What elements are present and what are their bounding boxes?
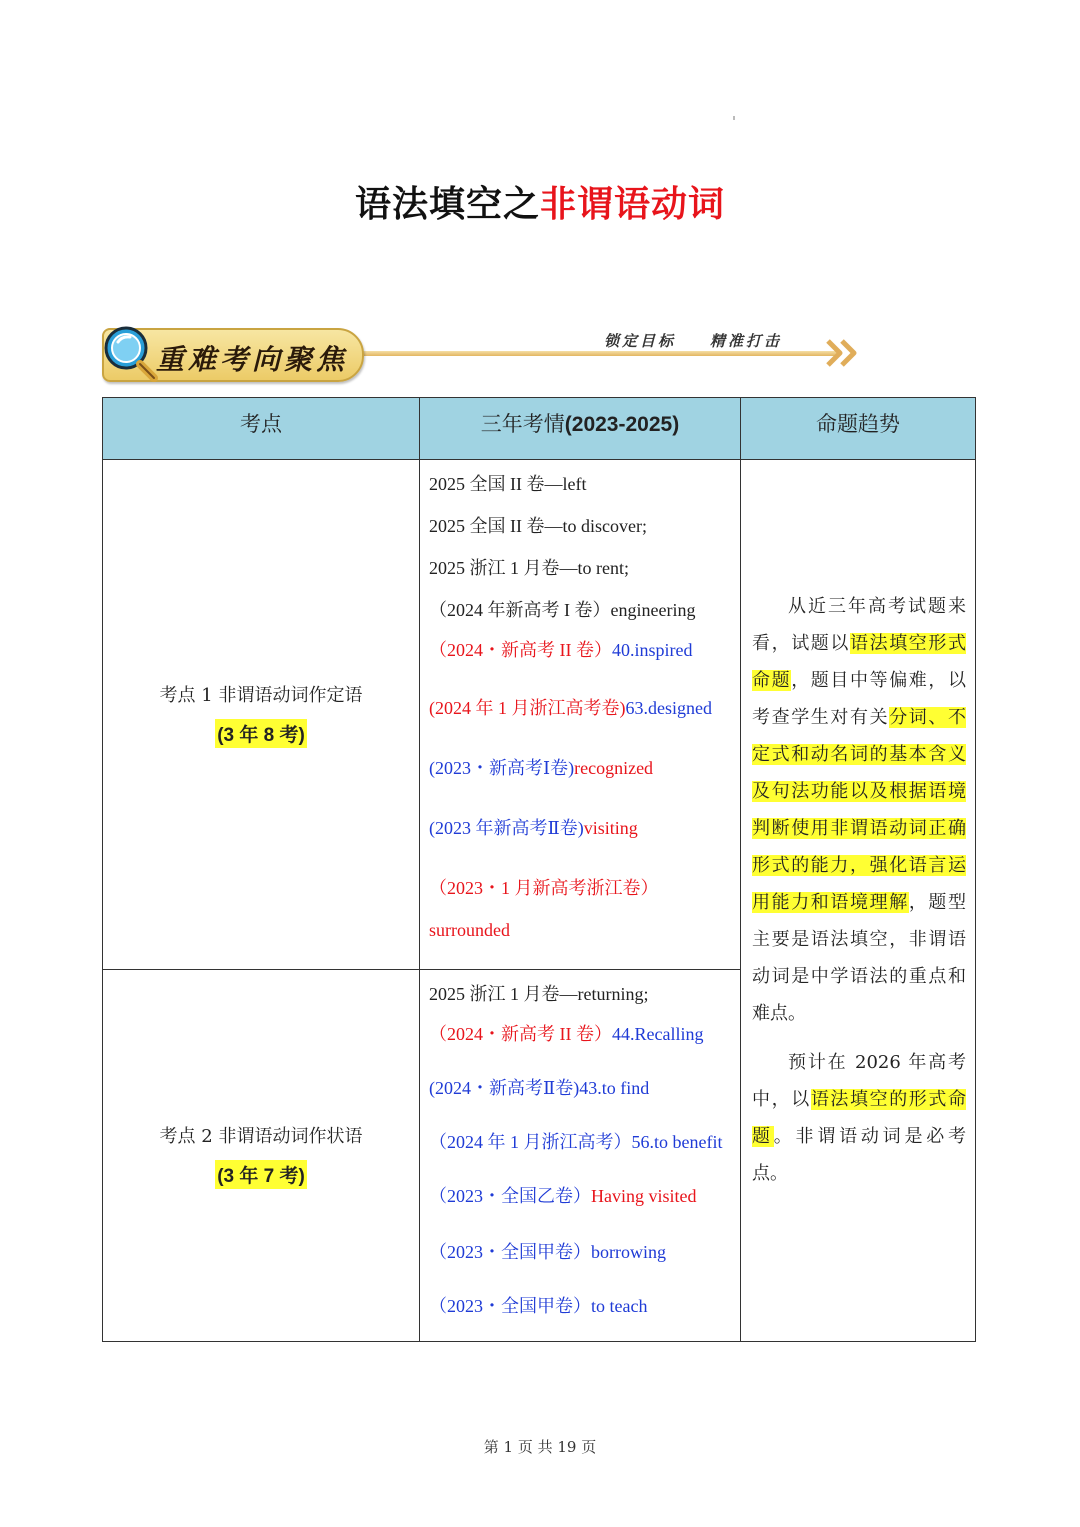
trend-paragraph-2: [752, 1044, 966, 1192]
kaodian-cell: [103, 460, 420, 970]
case-line: [429, 1292, 647, 1318]
kaodian-name: 考点 1 非谓语动词作定语: [159, 685, 363, 706]
header-kaodian: 考点: [103, 398, 420, 460]
case-line: [429, 754, 653, 780]
kaodian-count: (3 年 7 考): [215, 1160, 307, 1189]
case-answer: left: [562, 474, 587, 494]
title-part1: 语法填空之: [354, 184, 540, 225]
trend-p1-c: ，题型主要是语法填空，非谓语动词是中学语法的重点和难点。: [752, 892, 967, 1024]
case-line: [429, 596, 695, 622]
case-source: 2025 全国 II 卷—: [429, 474, 563, 494]
banner-bar: [358, 351, 838, 356]
case-answer: borrowing: [591, 1242, 666, 1262]
case-list: [420, 970, 740, 1340]
trend-p1-a: 从近三年高考试题来看，试题以: [752, 596, 966, 654]
table-header-row: [103, 398, 976, 460]
trend-p2-b: 。非谓语动词是必考点。: [752, 1126, 967, 1184]
trend-paragraph-1: [752, 588, 966, 1032]
case-source: (2024・新高考Ⅱ卷): [429, 1078, 580, 1098]
case-source: （2024・新高考 II 卷）: [429, 640, 612, 660]
case-source: (2024 年 1 月浙江高考卷): [429, 698, 626, 718]
case-line: [429, 1238, 666, 1264]
trend-text: [752, 588, 966, 1192]
case-source: 2025 全国 II 卷—: [429, 516, 563, 536]
case-source: （2024 年新高考 I 卷）: [429, 600, 611, 620]
trend-p2-highlight: 语法填空的形式命题: [752, 1089, 967, 1147]
case-answer: surrounded: [429, 920, 510, 940]
case-answer: returning;: [577, 984, 649, 1004]
case-source: （2023・全国乙卷）: [429, 1186, 591, 1206]
case-source: (2023・新高考Ⅰ卷): [429, 758, 575, 778]
kaodian-count: (3 年 8 考): [215, 719, 307, 748]
trend-p1-highlight-1: 语法填空形式命题: [752, 633, 966, 691]
case-source: （2023・全国甲卷）: [429, 1242, 591, 1262]
case-line: [429, 554, 629, 580]
case-answer: 63.designed: [625, 698, 712, 718]
case-source: （2024・新高考 II 卷）: [429, 1024, 612, 1044]
case-answer: 44.Recalling: [612, 1024, 704, 1044]
case-line: [429, 636, 693, 662]
case-source: (2023 年新高考Ⅱ卷): [429, 818, 584, 838]
case-source: （2023・全国甲卷）: [429, 1296, 591, 1316]
exam-table: [102, 397, 976, 1342]
case-answer: engineering: [610, 600, 696, 620]
case-answer: to rent;: [577, 558, 629, 578]
case-line: [429, 1020, 703, 1046]
case-line: [429, 874, 659, 941]
cases-cell: [420, 970, 741, 1342]
table-row: [103, 460, 976, 970]
trend-p1-highlight-2: 分词、不定式和动名词的基本含义及句法功能以及根据语境判断使用非谓语动词正确形式的能力，强化语言运用能力和语境理解: [752, 707, 967, 913]
header-exam-years: (2023-2025): [564, 413, 680, 436]
case-answer: to teach: [591, 1296, 648, 1316]
page-footer: 第 1 页 共 19 页: [483, 1438, 597, 1456]
title-part2: 非谓语动词: [540, 184, 726, 225]
header-trend: 命题趋势: [741, 398, 976, 460]
case-line: [429, 694, 712, 720]
case-line: [429, 470, 587, 496]
case-line: [429, 1128, 722, 1154]
trend-p1-b: ，题目中等偏难，以考查学生对有关: [752, 670, 967, 728]
trend-cell: [741, 460, 976, 1342]
case-answer: Having visited: [591, 1186, 697, 1206]
case-line: [429, 1182, 697, 1208]
case-answer: visiting: [583, 818, 638, 838]
case-source: （2023・1 月新高考浙江卷）: [429, 878, 659, 898]
magnifier-icon: [100, 322, 160, 382]
case-line: [429, 1074, 649, 1100]
case-source: 2025 浙江 1 月卷—: [429, 984, 578, 1004]
scan-mark: [733, 116, 735, 120]
case-line: [429, 814, 638, 840]
case-answer: 40.inspired: [612, 640, 693, 660]
case-line: [429, 512, 647, 538]
banner-slogan-2: 精准打击: [710, 332, 783, 350]
case-list: [420, 460, 740, 968]
banner-slogan-1: 锁定目标: [604, 332, 677, 350]
case-line: [429, 980, 648, 1006]
case-answer: 56.to benefit: [631, 1132, 723, 1152]
header-exam-history: [420, 398, 741, 460]
case-answer: 43.to find: [579, 1078, 650, 1098]
header-exam-history-label: 三年考情: [480, 412, 565, 436]
cases-cell: [420, 460, 741, 970]
page-title: [0, 176, 1080, 227]
case-answer: to discover;: [562, 516, 647, 536]
case-answer: recognized: [574, 758, 654, 778]
section-banner: [102, 324, 862, 384]
banner-label: 重难考向聚焦: [156, 343, 349, 376]
kaodian-name: 考点 2 非谓语动词作状语: [159, 1126, 363, 1147]
trend-p2-a: 预计在 2026 年高考中，以: [752, 1052, 966, 1110]
case-source: 2025 浙江 1 月卷—: [429, 558, 578, 578]
kaodian-cell: [103, 970, 420, 1342]
case-source: （2024 年 1 月浙江高考）: [429, 1132, 632, 1152]
double-chevron-icon: [826, 338, 860, 368]
